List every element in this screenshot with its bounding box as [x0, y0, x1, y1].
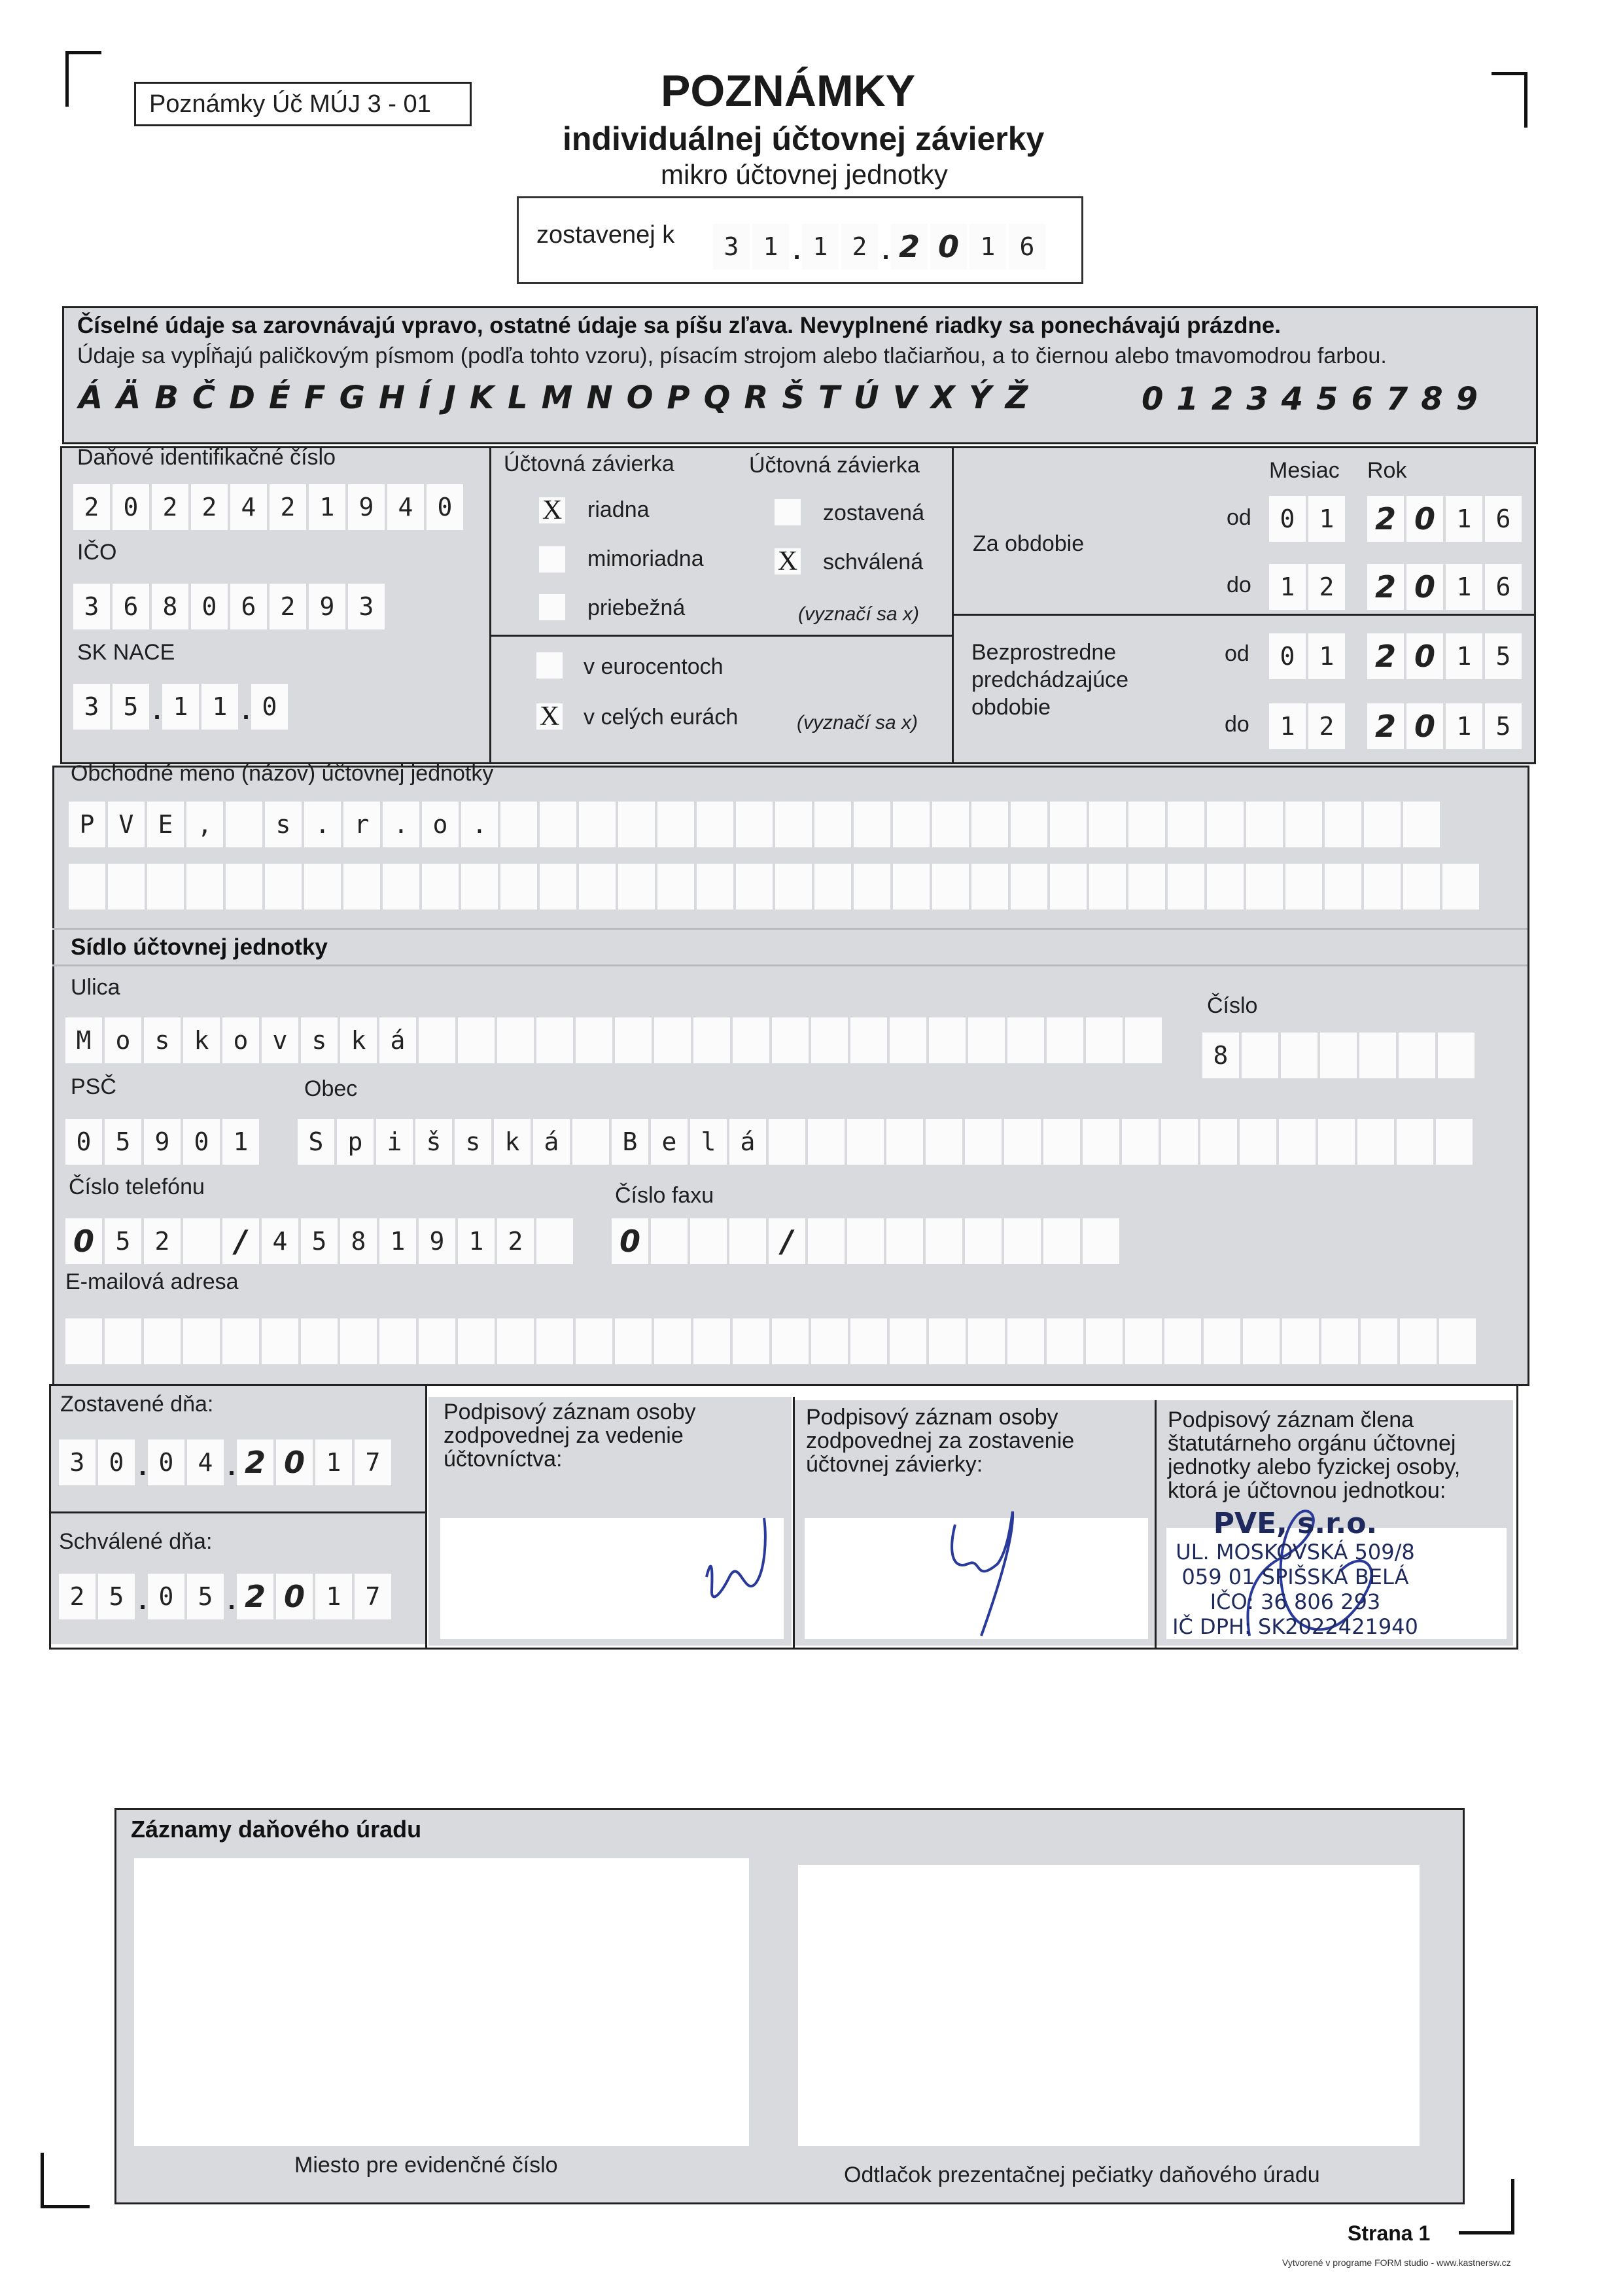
- prev-period-label-3: obdobie: [971, 695, 1051, 720]
- prev-period-label-2: predchádzajúce: [971, 667, 1129, 692]
- fax-label: Číslo faxu: [615, 1183, 714, 1208]
- do-label: do: [1227, 573, 1251, 597]
- prev-from-month: 0 1: [1269, 633, 1348, 679]
- ico-cells: [73, 584, 387, 629]
- compiled-on-cells: 3 0 . 0 4 . 2 0 1 7: [59, 1439, 394, 1485]
- dic-digit[interactable]: 2: [152, 484, 188, 530]
- corner-mark-bottom-right: [1459, 2179, 1514, 2234]
- current-period-label: Za obdobie: [973, 531, 1085, 556]
- sample-letters: Á Ä B Č D É F G H Í J K L M N O P Q R Š T Ú V X Ý Ž: [79, 380, 1028, 416]
- mimoriadna-checkbox[interactable]: [539, 546, 565, 573]
- dic-digit[interactable]: 0: [113, 484, 149, 530]
- date-digit[interactable]: 1: [802, 224, 839, 270]
- prev-period-label-1: Bezprostredne: [971, 640, 1117, 665]
- tax-office-stamp-field[interactable]: [798, 1865, 1420, 2146]
- page-subtitle: individuálnej účtovnej závierky: [563, 120, 1045, 157]
- schvalena-label: schválená: [823, 550, 924, 574]
- date-digit[interactable]: 0: [930, 224, 967, 270]
- entity-name-label: Obchodné meno (názov) účtovnej jednotky: [71, 761, 494, 786]
- prev-to-year: 2 0 1 5: [1367, 703, 1524, 749]
- compiled-on-label: Zostavené dňa:: [60, 1392, 214, 1417]
- street-cells: M o s k o v s k á: [65, 1017, 1164, 1063]
- date-digit[interactable]: 1: [969, 224, 1006, 270]
- ico-digit[interactable]: 6: [113, 584, 149, 629]
- date-digit[interactable]: 1: [752, 224, 789, 270]
- nace-digit[interactable]: 1: [162, 684, 199, 730]
- eurocent-checkbox[interactable]: [536, 652, 563, 679]
- prev-from-year: 2 0 1 5: [1367, 633, 1524, 679]
- nace-digit[interactable]: 1: [201, 684, 238, 730]
- ico-digit[interactable]: 3: [348, 584, 385, 629]
- date-digit[interactable]: 2: [891, 224, 928, 270]
- schvalena-checkbox[interactable]: X: [775, 548, 801, 574]
- form-code-box: [134, 82, 472, 126]
- ico-digit[interactable]: 3: [73, 584, 110, 629]
- cur-to-year: 2 0 1 6: [1367, 564, 1524, 610]
- dic-digit[interactable]: 1: [309, 484, 345, 530]
- compiled-date-label: zostavenej k: [536, 221, 675, 249]
- statement-state-header: Účtovná závierka: [749, 453, 920, 478]
- city-cells: S p i š s k á B e l á: [298, 1119, 1475, 1165]
- phone-label: Číslo telefónu: [69, 1174, 205, 1199]
- nace-label: SK NACE: [77, 640, 175, 665]
- dic-digit[interactable]: 9: [348, 484, 385, 530]
- ico-digit[interactable]: 8: [152, 584, 188, 629]
- psc-cells: 0 5 9 0 1: [65, 1119, 262, 1165]
- email-cells: [65, 1318, 1478, 1364]
- instructions-line-2: Údaje sa vypĺňajú paličkovým písmom (podľa tohto vzoru), písacím strojom alebo tlačiarňou, a to čiernou alebo tmavomodrou farbou.: [77, 344, 1387, 368]
- sig3-label: Podpisový záznam člena štatutárneho orgánu účtovnej jednotky alebo fyzickej osoby, ktorá je účtovnou jednotkou:: [1168, 1407, 1461, 1503]
- dic-digit[interactable]: 4: [230, 484, 267, 530]
- page-number: Strana 1: [1348, 2221, 1431, 2245]
- instructions-line-1: Číselné údaje sa zarovnávajú vpravo, ostatné údaje sa píšu zľava. Nevyplnené riadky sa ponechávajú prázdne.: [77, 313, 1282, 338]
- nace-digit[interactable]: 5: [113, 684, 149, 730]
- form-code: Poznámky Úč MÚJ 3 - 01: [149, 90, 431, 118]
- corner-mark-top-right: [1492, 72, 1527, 128]
- number-label: Číslo: [1207, 993, 1258, 1018]
- dic-label: Daňové identifikačné číslo: [77, 445, 336, 470]
- nace-cells: 3 5 . 1 1 . 0: [73, 684, 290, 730]
- year-label: Rok: [1367, 458, 1407, 483]
- ico-digit[interactable]: 0: [191, 584, 228, 629]
- riadna-checkbox[interactable]: X: [539, 497, 565, 523]
- date-digit[interactable]: 6: [1009, 224, 1045, 270]
- od-label-2: od: [1225, 641, 1249, 666]
- cur-from-year: 2 0 1 6: [1367, 496, 1524, 542]
- company-stamp: PVE, s.r.o. UL. MOSKOVSKÁ 509/8 059 01 SPIŠSKÁ BELÁ IČO: 36 806 293 IČ DPH: SK2022421940: [1172, 1507, 1418, 1639]
- page-title: POZNÁMKY: [661, 66, 916, 116]
- do-label-2: do: [1225, 712, 1249, 737]
- approved-on-label: Schválené dňa:: [59, 1529, 213, 1554]
- street-label: Ulica: [71, 975, 120, 1000]
- number-cells: 8: [1202, 1033, 1477, 1078]
- signature-2-icon: [935, 1498, 1053, 1649]
- mimoriadna-label: mimoriadna: [587, 546, 704, 571]
- signature-1-icon: [693, 1498, 792, 1616]
- fax-cells: 0 /: [612, 1218, 1122, 1264]
- page-subtitle-2: mikro účtovnej jednotky: [661, 159, 948, 190]
- cur-to-month: 1 2: [1269, 564, 1348, 610]
- dic-digit[interactable]: 2: [270, 484, 306, 530]
- eur-label: v celých eurách: [584, 705, 739, 730]
- footer-credit: Vytvorené v programe FORM studio - www.kastnersw.cz: [1282, 2257, 1511, 2268]
- registration-number-field[interactable]: [134, 1858, 749, 2146]
- eurocent-label: v eurocentoch: [584, 654, 724, 679]
- nace-digit[interactable]: 3: [73, 684, 110, 730]
- psc-label: PSČ: [71, 1074, 116, 1099]
- dic-digit[interactable]: 0: [427, 484, 463, 530]
- statement-type-header: Účtovná závierka: [504, 451, 674, 476]
- ico-label: IČO: [77, 540, 117, 565]
- entity-name-cells: P V E , s . r . o .: [69, 802, 1442, 847]
- sig1-label: Podpisový záznam osoby zodpovednej za vedenie účtovníctva:: [444, 1400, 696, 1472]
- email-label: E-mailová adresa: [65, 1269, 239, 1294]
- compiled-date-cells: 3 1 . 1 2 . 2 0 1 6: [713, 224, 1048, 270]
- cur-from-month: 0 1: [1269, 496, 1348, 542]
- priebezna-checkbox[interactable]: [539, 594, 565, 620]
- sig2-label: Podpisový záznam osoby zodpovednej za zostavenie účtovnej závierky:: [806, 1405, 1075, 1477]
- zostavena-checkbox[interactable]: [775, 499, 801, 525]
- date-digit[interactable]: 3: [713, 224, 750, 270]
- registration-number-caption: Miesto pre evidenčné číslo: [294, 2153, 558, 2178]
- ico-digit[interactable]: 9: [309, 584, 345, 629]
- dic-cells: [73, 484, 466, 530]
- sample-digits: 0 1 2 3 4 5 6 7 8 9: [1142, 381, 1478, 417]
- phone-cells: 0 5 2 / 4 5 8 1 9 1 2: [65, 1218, 576, 1264]
- mark-note-2: (vyznačí sa x): [797, 712, 918, 733]
- tax-office-stamp-caption: Odtlačok prezentačnej pečiatky daňového úradu: [844, 2163, 1320, 2187]
- ico-digit[interactable]: 6: [230, 584, 267, 629]
- dic-digit[interactable]: 2: [191, 484, 228, 530]
- priebezna-label: priebežná: [587, 595, 686, 620]
- zostavena-label: zostavená: [823, 501, 924, 525]
- od-label: od: [1227, 505, 1251, 530]
- approved-on-cells: 2 5 . 0 5 . 2 0 1 7: [59, 1574, 394, 1619]
- city-label: Obec: [304, 1076, 358, 1101]
- eur-checkbox[interactable]: X: [536, 703, 563, 730]
- nace-digit[interactable]: 0: [251, 684, 288, 730]
- corner-mark-bottom-left: [41, 2153, 90, 2208]
- seat-label: Sídlo účtovnej jednotky: [71, 934, 328, 960]
- prev-to-month: 1 2: [1269, 703, 1348, 749]
- dic-digit[interactable]: 4: [387, 484, 424, 530]
- entity-name-cells-row2: [69, 864, 1482, 910]
- mark-note: (vyznačí sa x): [798, 603, 920, 625]
- corner-mark-top-left: [65, 51, 101, 107]
- ico-digit[interactable]: 2: [270, 584, 306, 629]
- dic-digit[interactable]: 2: [73, 484, 110, 530]
- date-digit[interactable]: 2: [841, 224, 878, 270]
- riadna-label: riadna: [587, 497, 650, 522]
- month-label: Mesiac: [1269, 458, 1340, 483]
- tax-office-title: Záznamy daňového úradu: [131, 1816, 422, 1843]
